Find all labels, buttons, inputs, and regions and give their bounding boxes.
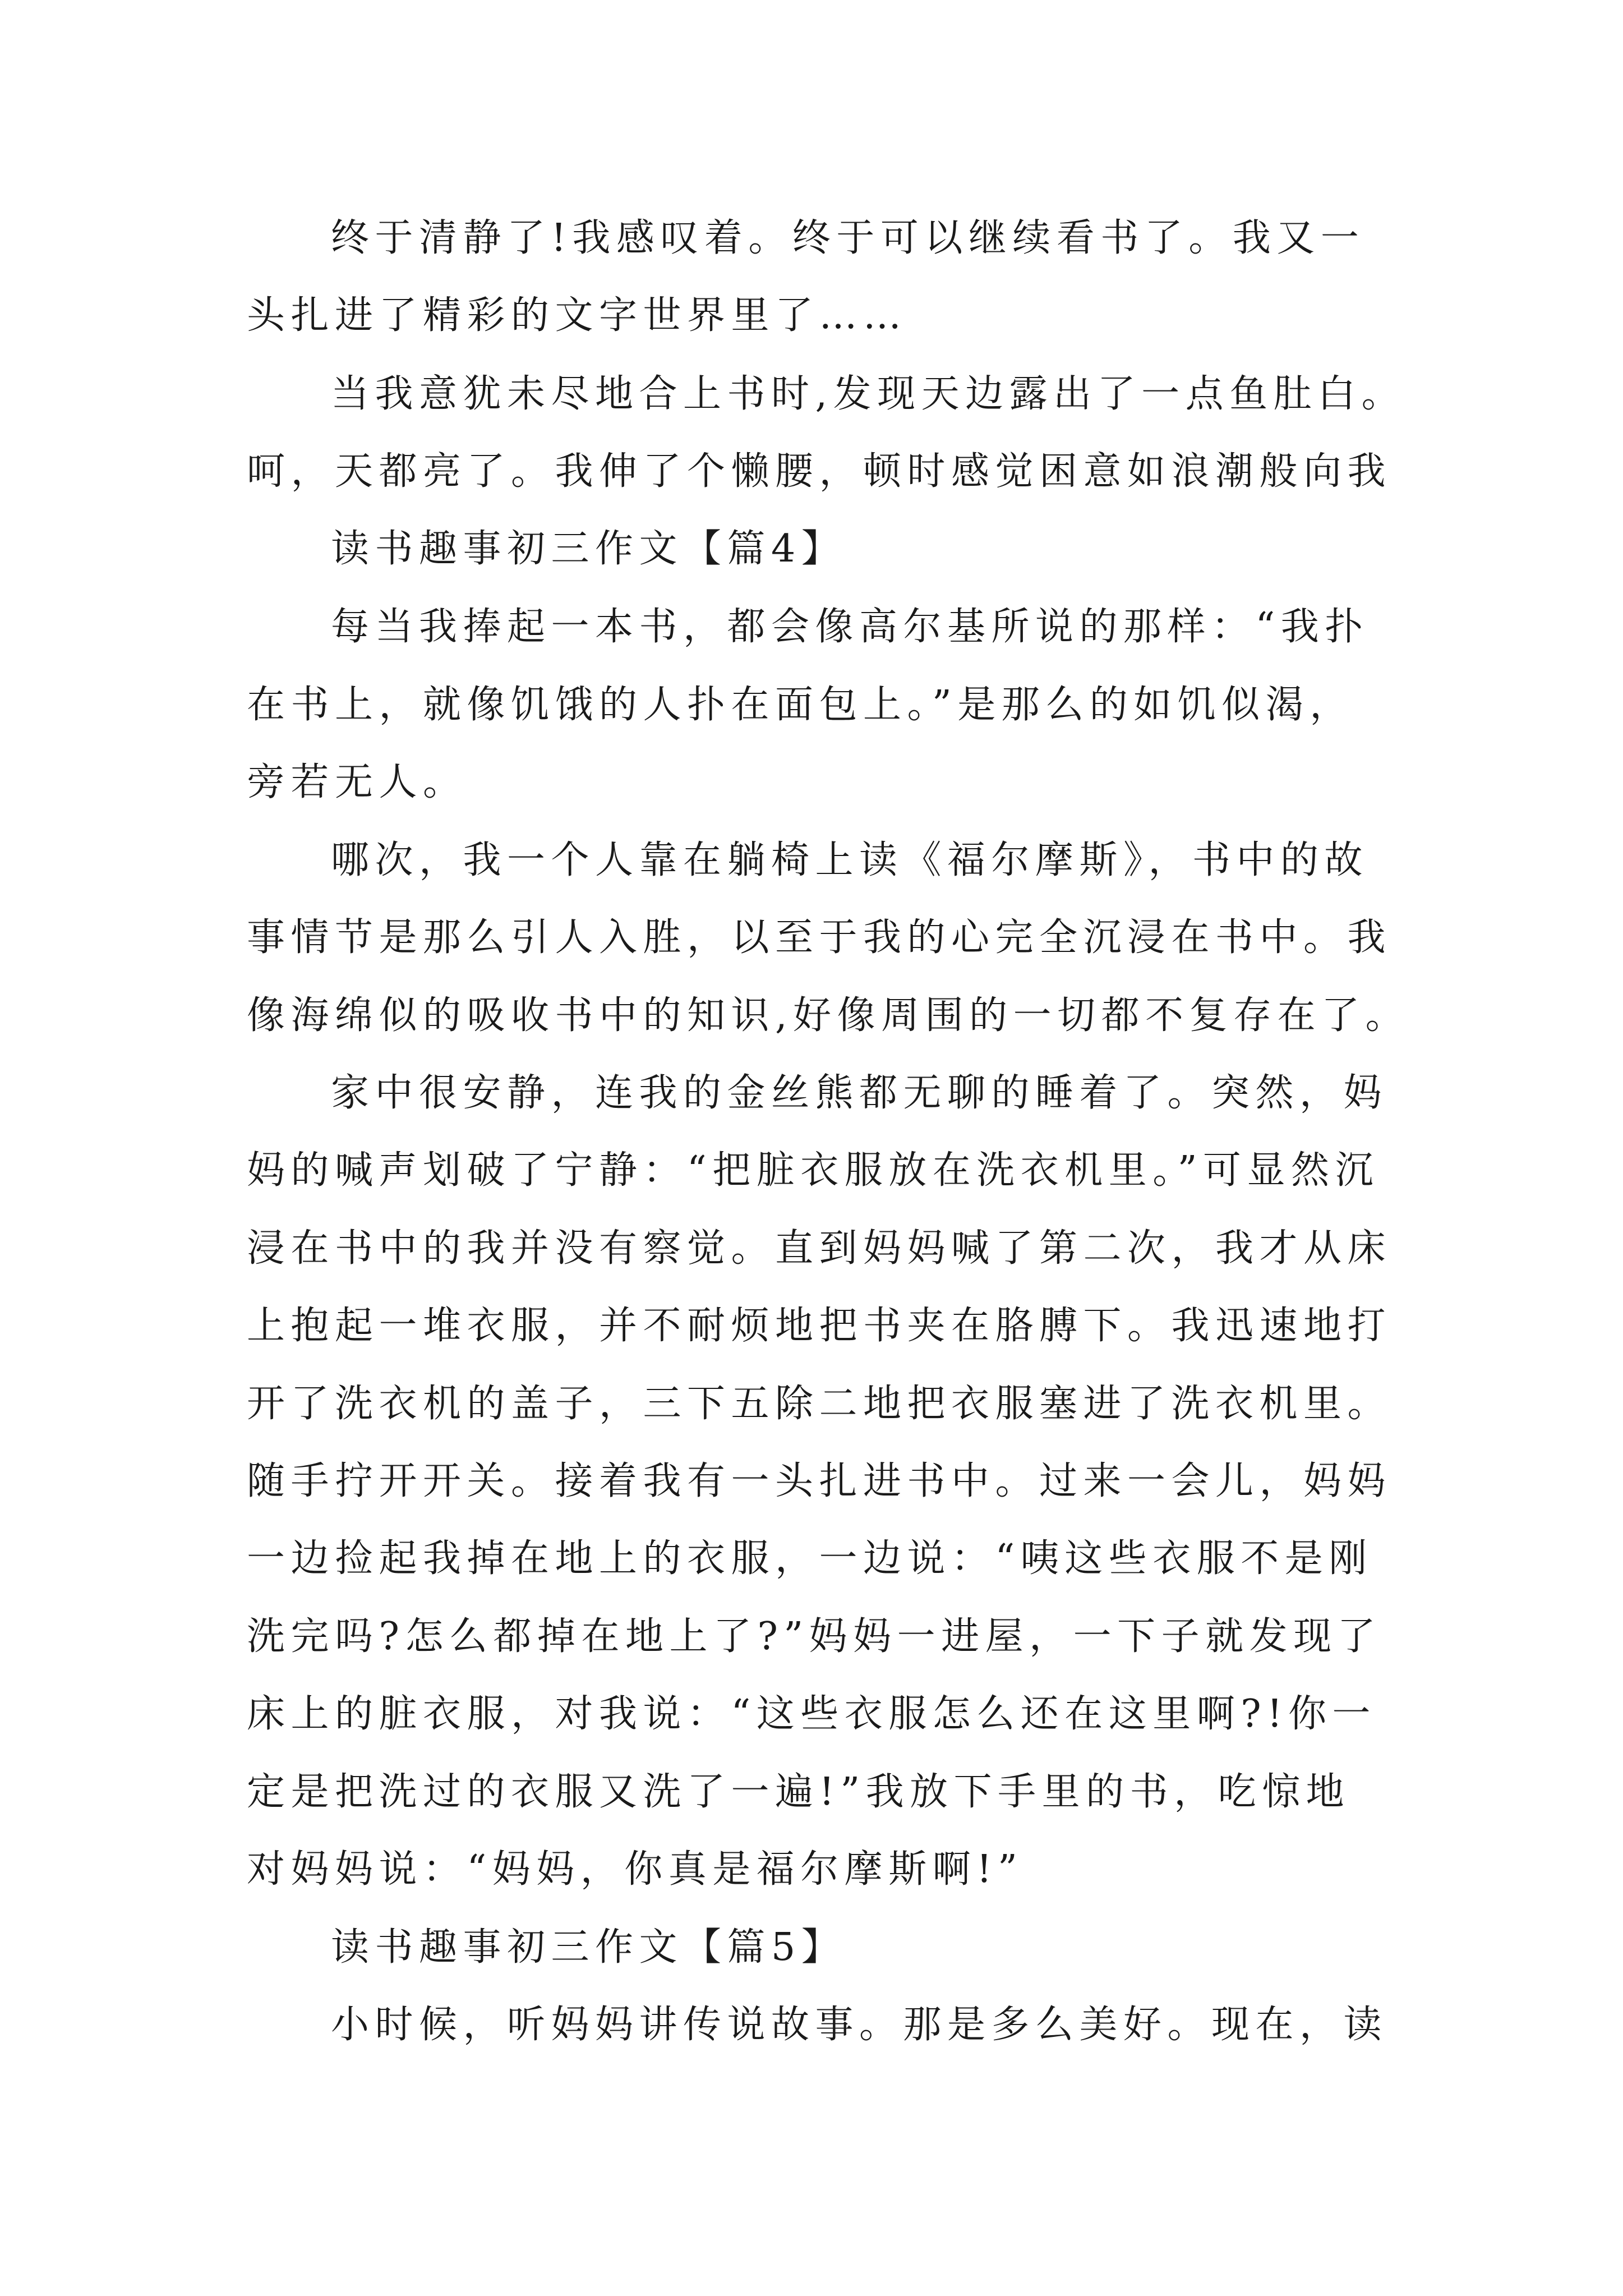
paragraph-line: 定是把洗过的衣服又洗了一遍!”我放下手里的书，吃惊地 [247, 1770, 1350, 1814]
paragraph-line: 在书上，就像饥饿的人扑在面包上。”是那么的如饥似渴， [247, 683, 1354, 727]
paragraph-line: 床上的脏衣服，对我说：“这些衣服怎么还在这里啊?!你一 [247, 1692, 1377, 1736]
paragraph-line: 对妈妈说：“妈妈，你真是福尔摩斯啊!” [247, 1847, 1023, 1892]
paragraph-line: 旁若无人。 [247, 760, 467, 804]
paragraph-line: 小时候，听妈妈讲传说故事。那是多么美好。现在，读 [331, 2003, 1388, 2047]
paragraph-line: 终于清静了!我感叹着。终于可以继续看书了。我又一 [331, 216, 1365, 260]
paragraph-line: 像海绵似的吸收书中的知识,好像周围的一切都不复存在了。 [247, 993, 1410, 1038]
section-heading: 读书趣事初三作文【篇4】 [331, 527, 846, 571]
paragraph-line: 哪次，我一个人靠在躺椅上读《福尔摩斯》，书中的故 [331, 838, 1369, 882]
paragraph-line: 家中很安静，连我的金丝熊都无聊的睡着了。突然，妈 [331, 1071, 1388, 1115]
paragraph-line: 洗完吗?怎么都掉在地上了?”妈妈一进屋，一下子就发现了 [247, 1614, 1382, 1659]
paragraph-line: 当我意犹未尽地合上书时,发现天边露出了一点鱼肚白。 [331, 372, 1406, 416]
paragraph-line: 头扎进了精彩的文字世界里了…… [247, 293, 907, 338]
paragraph-line: 每当我捧起一本书，都会像高尔基所说的那样：“我扑 [331, 605, 1369, 649]
section-heading: 读书趣事初三作文【篇5】 [331, 1925, 846, 1970]
paragraph-line: 事情节是那么引人入胜，以至于我的心完全沉浸在书中。我 [247, 915, 1392, 960]
paragraph-line: 开了洗衣机的盖子，三下五除二地把衣服塞进了洗衣机里。 [247, 1382, 1392, 1426]
paragraph-line: 呵，天都亮了。我伸了个懒腰，顿时感觉困意如浪潮般向我 [247, 449, 1392, 494]
paragraph-line: 妈的喊声划破了宁静：“把脏衣服放在洗衣机里。”可显然沉 [247, 1148, 1380, 1193]
paragraph-line: 一边捡起我掉在地上的衣服，一边说：“咦这些衣服不是刚 [247, 1536, 1373, 1581]
paragraph-line: 随手拧开开关。接着我有一头扎进书中。过来一会儿，妈妈 [247, 1459, 1392, 1503]
paragraph-line: 浸在书中的我并没有察觉。直到妈妈喊了第二次，我才从床 [247, 1226, 1392, 1271]
paragraph-line: 上抱起一堆衣服，并不耐烦地把书夹在胳膊下。我迅速地打 [247, 1304, 1392, 1348]
